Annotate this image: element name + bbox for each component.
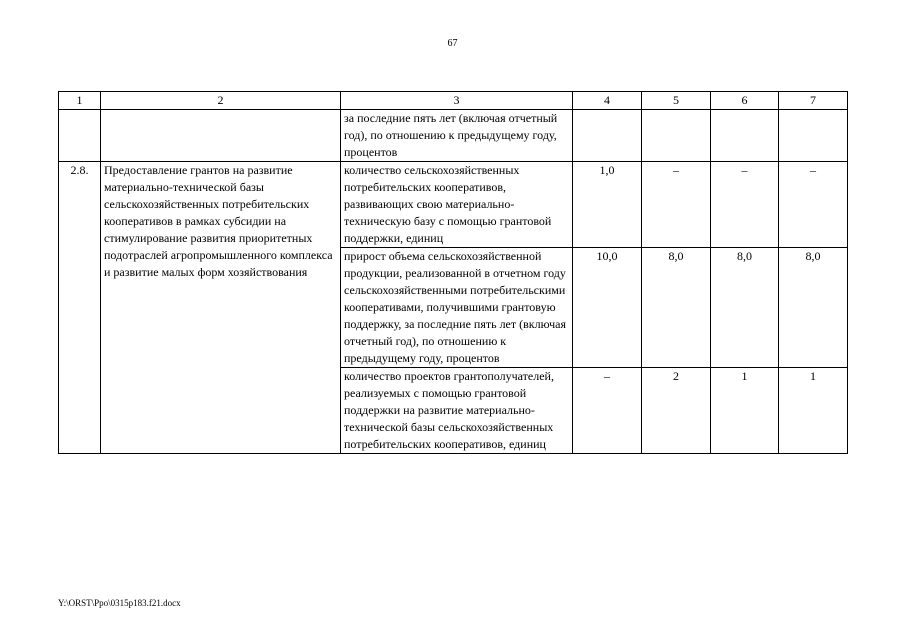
column-header: 2 [101,92,341,110]
column-header: 4 [573,92,642,110]
indicator-value: 8,0 [642,248,711,368]
table-cell [59,110,101,162]
column-header: 3 [341,92,573,110]
table-cell [573,110,642,162]
table-row [59,162,848,248]
table-cell [779,110,848,162]
column-header: 7 [779,92,848,110]
table-cell [711,110,779,162]
indicator-text: за последние пять лет (включая отчетный год), по отношению к предыдущему году, процентов [341,110,573,162]
indicator-value: – [642,162,711,248]
section-number: 2.8. [59,162,101,454]
indicator-value: – [573,368,642,454]
indicator-value: 10,0 [573,248,642,368]
indicator-text: прирост объема сельскохозяйственной продукции, реализованной в отчетном году сельскохозяйственными потребительскими кооперативами, получившими грантовую поддержку, за последние пять лет (включая отчетный год), по отношению к предыдущему году, процентов [341,248,573,368]
table-header-row [59,92,848,110]
footer-file-path: Y:\ORST\Ppo\0315p183.f21.docx [58,598,181,608]
table-row [59,110,848,162]
indicator-value: – [779,162,848,248]
indicator-value: – [711,162,779,248]
indicators-table [58,91,848,454]
indicator-text: количество сельскохозяйственных потребительских кооперативов, развивающих свою материально-техническую базу с помощью грантовой поддержки, единиц [341,162,573,248]
indicator-value: 1 [711,368,779,454]
column-header: 6 [711,92,779,110]
column-header: 5 [642,92,711,110]
table-cell [642,110,711,162]
table-cell [101,110,341,162]
section-name: Предоставление грантов на развитие материально-технической базы сельскохозяйственных потребительских кооперативов в рамках субсидии на стимулирование развития приоритетных подотраслей агропромышленного комплекса и развитие малых форм хозяйствования [101,162,341,454]
indicator-value: 1,0 [573,162,642,248]
indicator-value: 2 [642,368,711,454]
page-number: 67 [447,38,458,49]
indicator-text: количество проектов грантополучателей, реализуемых с помощью грантовой поддержки на развитие материально-технической базы сельскохозяйственных потребительских кооперативов, единиц [341,368,573,454]
indicator-value: 1 [779,368,848,454]
indicator-value: 8,0 [779,248,848,368]
column-header: 1 [59,92,101,110]
indicator-value: 8,0 [711,248,779,368]
